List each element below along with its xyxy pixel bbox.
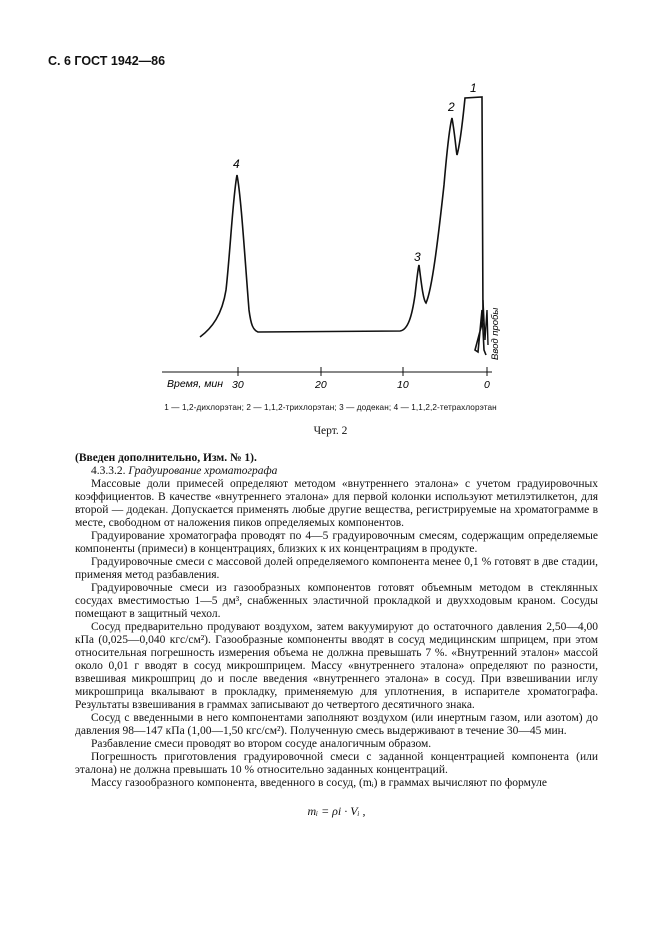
chromatogram-trace: [200, 97, 486, 355]
section-number: 4.3.3.2.: [91, 465, 129, 477]
formula: mᵢ = ρi · Vᵢ ,: [307, 804, 366, 818]
paragraph: Разбавление смеси проводят во втором сосуде аналогичным образом.: [91, 738, 432, 750]
peak-label-3: 3: [414, 250, 421, 264]
axis-title: Время, мин: [167, 378, 224, 390]
tick-label-0: 0: [484, 379, 490, 391]
tick-label-10: 10: [397, 379, 409, 391]
section-title: Градуирование хроматографа: [128, 465, 278, 477]
injection-label: Ввод пробы: [490, 307, 501, 360]
tick-label-20: 20: [315, 379, 327, 391]
amendment-note: (Введен дополнительно, Изм. № 1).: [75, 452, 257, 464]
section-heading: [75, 465, 598, 478]
paragraph: Сосуд предварительно продувают воздухом, затем вакуумируют до остаточного давления 2,50—4,00 кПа (0,025—0,040 кгс/см²). Газообразные компоненты вводят в сосуд медицинским шприцем, при этом относительная погрешность измерения объема не должна превышать 7 %. «Внутренний эталон» массой около 0,01 г вводят в сосуд микрошприцем. Массу «внутреннего эталона» определяют по разности, взвешивая микрошприц до и после введения «внутреннего эталона» в сосуд. При взвешивании иглу микрошприца вкалывают в прокладку, применяемую для уплотнения, в испарителе хроматографа. Результаты взвешивания в граммах записывают до четвертого десятичного знака.: [75, 621, 598, 711]
paragraph: Сосуд с введенными в него компонентами заполняют воздухом (или инертным газом, или азотом) до давления 98—147 кПа (1,00—1,50 кгс/см²). Полученную смесь выдерживают в течение 30—45 мин.: [75, 712, 598, 737]
peak-label-2: 2: [448, 100, 455, 114]
paragraph: Погрешность приготовления градуировочной смеси с заданной концентрацией компонента (или эталона) не должна превышать 10 % относительно заданных концентраций.: [75, 751, 598, 776]
peak-label-4: 4: [233, 157, 240, 171]
peak-label-1: 1: [470, 81, 477, 95]
paragraph: Массовые доли примесей определяют методом «внутреннего эталона» с учетом градуировочных коэффициентов. В качестве «внутреннего эталона» для первой колонки используют метилэтилкетон, для второй — додекан. Допускается применять любые другие вещества, регистрируемые на хроматограмме в месте, свободном от наложения пиков определяемых компонентов.: [75, 478, 598, 529]
body-text: [75, 452, 598, 818]
paragraph: Массу газообразного компонента, введенного в сосуд, (mᵢ) в граммах вычисляют по формуле: [91, 777, 547, 789]
paragraph: Градуирование хроматографа проводят по 4—5 градуировочным смесям, содержащим определяемые компоненты (примеси) в концентрациях, близких к их концентрациям в продукте.: [75, 530, 598, 555]
chromatogram-figure: [0, 0, 661, 400]
paragraph: Градуировочные смеси из газообразных компонентов готовят объемным методом в стеклянных сосудах вместимостью 1—5 дм³, снабженных эластичной прокладкой и двухходовым краном. Сосуды помещают в защитный чехол.: [75, 582, 598, 620]
figure-legend: 1 — 1,2-дихлорэтан; 2 — 1,1,2-трихлорэтан; 3 — додекан; 4 — 1,1,2,2-тетрахлорэтан: [164, 403, 497, 412]
page-header: С. 6 ГОСТ 1942—86: [48, 54, 166, 68]
paragraph: Градуировочные смеси с массовой долей определяемого компонента менее 0,1 % готовят в две стадии, применяя метод разбавления.: [75, 556, 598, 581]
figure-caption: Черт. 2: [313, 425, 348, 437]
tick-label-30: 30: [232, 379, 244, 391]
